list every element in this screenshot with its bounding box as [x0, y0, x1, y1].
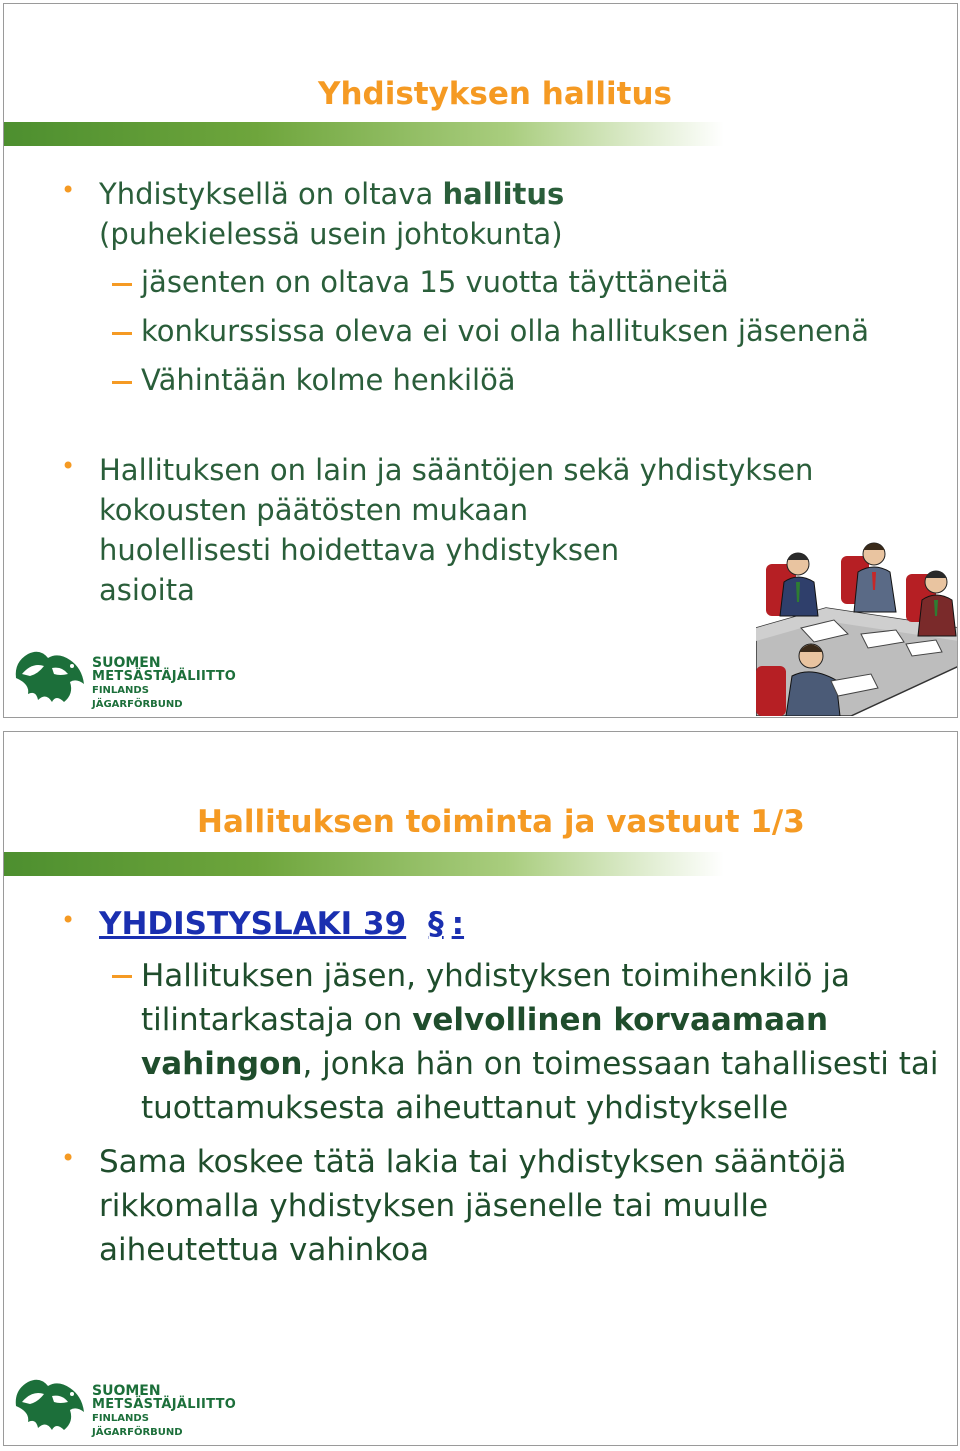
dash-icon	[112, 332, 132, 335]
bullet-icon: •	[61, 452, 76, 480]
capercaillie-logo-icon	[12, 644, 88, 708]
sub-item: Vähintään kolme henkilöä	[141, 363, 516, 397]
bullet-text: aiheutettua vahinkoa	[99, 1232, 430, 1268]
sub-item: konkurssissa oleva ei voi olla hallituksen jäsenenä	[141, 314, 870, 348]
slide-2: Hallituksen toiminta ja vastuut 1/3 • YHDISTYSLAKI 39 § : Hallituksen jäsen, yhdistyksen toimihenkilö ja tilintarkastaja on velvollinen korvaamaan vahingon, jonka hän on toimessaan tahallisesti tai tuottamuksesta aiheuttanut yhdistykselle • Sama koskee tätä lakia tai yhdistyksen sääntöjä rikkomalla yhdistyksen jäsenelle tai muulle aiheutettua vahinkoa SUOMEN METSÄSTÄJÄLIITTO FINLANDS JÄGARFÖRBUND	[3, 731, 958, 1446]
bullet-text: asioita	[99, 573, 195, 607]
bullet-text: kokousten päätösten mukaan	[99, 493, 529, 527]
bullet-icon: •	[61, 1144, 76, 1172]
bullet-text: rikkomalla yhdistyksen jäsenelle tai muulle	[99, 1188, 769, 1224]
bullet-text: Yhdistyksellä on oltava hallitus	[99, 177, 565, 211]
sub-item-text: Hallituksen jäsen, yhdistyksen toimihenkilö ja	[141, 958, 850, 994]
title-divider-bar	[4, 122, 724, 146]
bullet-text: Hallituksen on lain ja sääntöjen sekä yhdistyksen	[99, 453, 814, 487]
bullet-icon: •	[61, 906, 76, 934]
sub-item-text: vahingon, jonka hän on toimessaan tahallisesti tai	[141, 1046, 939, 1082]
brand-logo: SUOMEN METSÄSTÄJÄLIITTO FINLANDS JÄGARFÖRBUND	[12, 1372, 242, 1436]
capercaillie-logo-icon	[12, 1372, 88, 1436]
slide-1: Yhdistyksen hallitus • Yhdistyksellä on oltava hallitus (puhekielessä usein johtokunta) jäsenten on oltava 15 vuotta täyttäneitä konkurssissa oleva ei voi olla hallituksen jäsenenä Vähintään kolme henkilöä • Hallituksen on lain ja sääntöjen sekä yhdistyksen kokousten päätösten mukaan huolellisesti hoidettava yhdistyksen asioita SUOMEN METSÄSTÄJÄLIITTO FINLANDS JÄGARFÖRBUND	[3, 3, 958, 718]
bullet-icon: •	[61, 176, 76, 204]
dash-icon	[112, 975, 132, 978]
dash-icon	[112, 381, 132, 384]
law-reference-link[interactable]: YHDISTYSLAKI 39 § :	[99, 906, 465, 942]
title-divider-bar	[4, 852, 724, 876]
brand-logo: SUOMEN METSÄSTÄJÄLIITTO FINLANDS JÄGARFÖRBUND	[12, 644, 242, 708]
sub-item-text: tuottamuksesta aiheuttanut yhdistykselle	[141, 1090, 789, 1126]
sub-item-text: tilintarkastaja on velvollinen korvaamaan	[141, 1002, 829, 1038]
sub-item: jäsenten on oltava 15 vuotta täyttäneitä	[141, 265, 729, 299]
bullet-text: Sama koskee tätä lakia tai yhdistyksen sääntöjä	[99, 1144, 847, 1180]
dash-icon	[112, 283, 132, 286]
bullet-text: huolellisesti hoidettava yhdistyksen	[99, 533, 620, 567]
meeting-illustration	[756, 516, 958, 716]
bullet-text: (puhekielessä usein johtokunta)	[99, 217, 563, 251]
